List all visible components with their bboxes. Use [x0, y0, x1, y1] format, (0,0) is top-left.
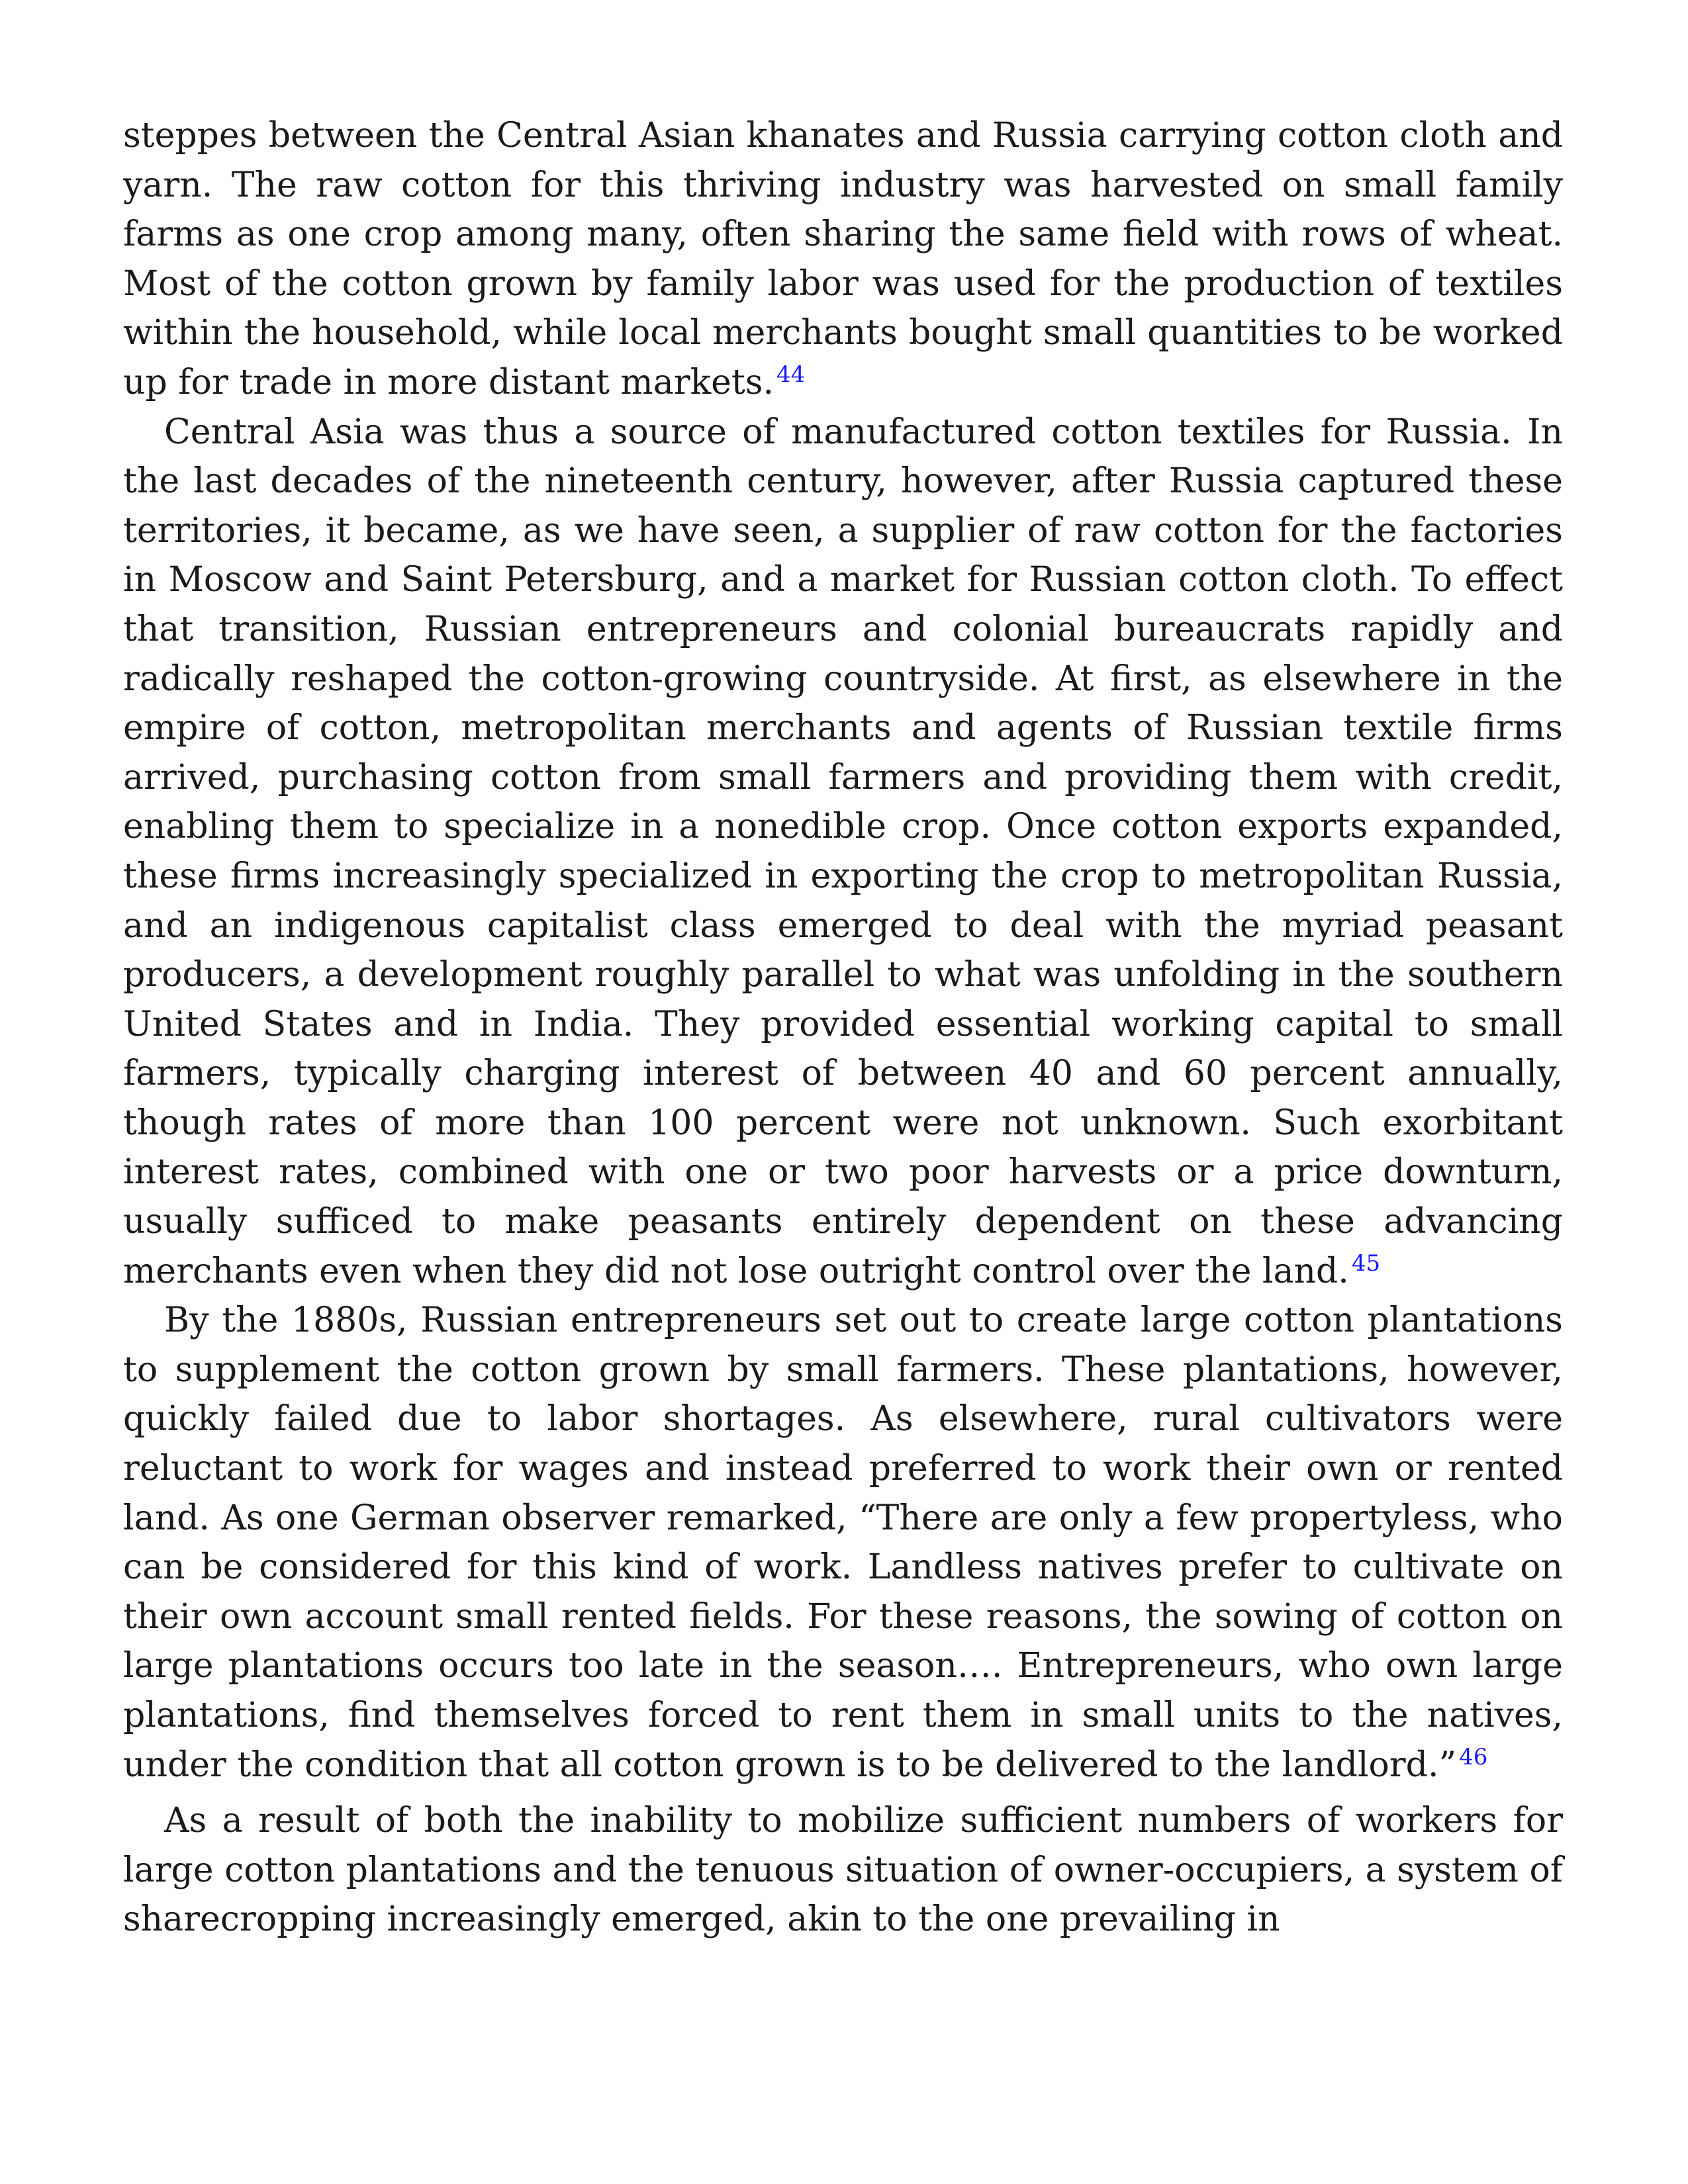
page-body [123, 111, 1563, 1944]
footnote-ref-46[interactable]: 46 [1459, 1743, 1488, 1770]
paragraph-2 [123, 408, 1563, 1297]
paragraph-2-text: Central Asia was thus a source of manufactured cotton textiles for Russia. In the last decades of the nineteenth century, however, after Russia captured these territories, it became, as we have seen, a supplier of raw cotton for the factories in Moscow and Saint Petersburg, and a market for Russian cotton cloth. To effect that transition, Russian entrepreneurs and colonial bureaucrats rapidly and radically reshaped the cotton-growing countryside. At first, as elsewhere in the empire of cotton, metropolitan merchants and agents of Russian textile firms arrived, purchasing cotton from small farmers and providing them with credit, enabling them to specialize in a nonedible crop. Once cotton exports expanded, these firms increasingly specialized in exporting the crop to metropolitan Russia, and an indigenous capitalist class emerged to deal with the myriad peasant producers, a development roughly parallel to what was unfolding in the southern United States and in India. They provided essential working capital to small farmers, typically charging interest of between 40 and 60 percent annually, though rates of more than 100 percent were not unknown. Such exorbitant interest rates, combined with one or two poor harvests or a price downturn, usually sufficed to make peasants entirely dependent on these advancing merchants even when they did not lose outright control over the land. [123, 412, 1563, 1291]
paragraph-4 [123, 1796, 1563, 1944]
paragraph-3-text: By the 1880s, Russian entrepreneurs set out to create large cotton plantations to supplement the cotton grown by small farmers. These plantations, however, quickly failed due to labor shortages. As elsewhere, rural cultivators were reluctant to work for wages and instead preferred to work their own or rented land. As one German observer remarked, “There are only a few propertyless, who can be considered for this kind of work. Landless natives prefer to cultivate on their own account small rented fields. For these reasons, the sowing of cotton on large plantations occurs too late in the season…. Entrepreneurs, who own large plantations, find themselves forced to rent them in small units to the natives, under the condition that all cotton grown is to be delivered to the landlord.” [123, 1300, 1563, 1785]
paragraph-3 [123, 1296, 1563, 1790]
footnote-ref-45[interactable]: 45 [1351, 1250, 1381, 1277]
paragraph-1-text: steppes between the Central Asian khanates and Russia carrying cotton cloth and yarn. The raw cotton for this thriving industry was harvested on small family farms as one crop among many, often sharing the same field with rows of wheat. Most of the cotton grown by family labor was used for the production of textiles within the household, while local merchants bought small quantities to be worked up for trade in more distant markets. [123, 116, 1563, 402]
paragraph-1 [123, 111, 1563, 408]
footnote-ref-44[interactable]: 44 [776, 361, 806, 388]
paragraph-4-text: As a result of both the inability to mobilize sufficient numbers of workers for large cotton plantations and the tenuous situation of owner-occupiers, a system of sharecropping increasingly emerged, akin to the one prevailing in [123, 1801, 1563, 1940]
